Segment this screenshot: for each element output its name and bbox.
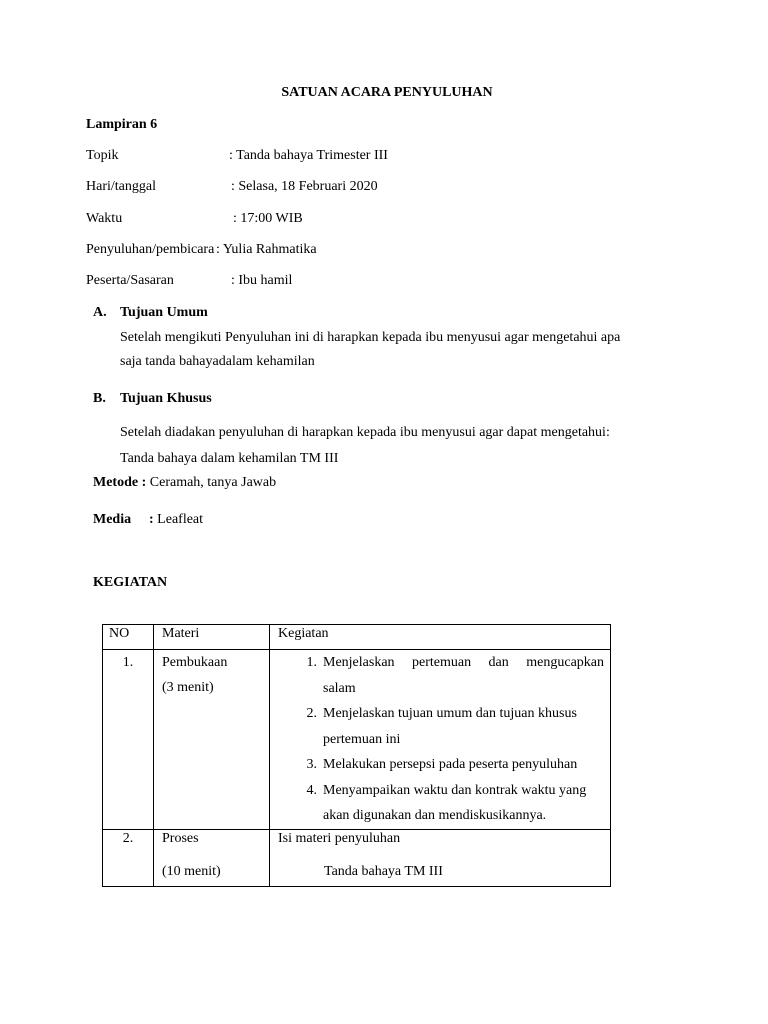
field-label-peserta: Peserta/Sasaran bbox=[86, 273, 174, 288]
list-item-text: Menyampaikan waktu dan kontrak waktu yang bbox=[323, 782, 587, 798]
list-item-text-cont: pertemuan ini bbox=[323, 731, 401, 747]
list-item bbox=[270, 650, 604, 701]
list-item-number: 4. bbox=[306, 782, 317, 798]
table-row bbox=[103, 829, 611, 886]
table-header-row bbox=[103, 625, 611, 650]
table-cell-no: 1. bbox=[103, 650, 154, 830]
field-value-peserta: : Ibu hamil bbox=[231, 273, 293, 288]
table-cell-kegiatan bbox=[270, 829, 611, 886]
table-cell-materi bbox=[154, 829, 270, 886]
materi-duration: (10 menit) bbox=[162, 863, 221, 879]
media-line bbox=[149, 511, 203, 529]
list-item-text-cont: akan digunakan dan mendiskusikannya. bbox=[323, 808, 547, 823]
section-b-marker: B. bbox=[93, 391, 106, 406]
activity-list bbox=[270, 650, 604, 829]
table-row bbox=[103, 650, 611, 830]
metode-label: Metode : bbox=[93, 475, 147, 490]
field-value-topik: : Tanda bahaya Trimester III bbox=[229, 148, 388, 163]
list-item bbox=[270, 752, 604, 778]
table-cell-no: 2. bbox=[103, 829, 154, 886]
table-cell-materi bbox=[154, 650, 270, 830]
list-item-text: Menjelaskan pertemuan dan mengucapkan bbox=[323, 655, 604, 670]
document-title: SATUAN ACARA PENYULUHAN bbox=[281, 85, 493, 100]
list-item bbox=[270, 778, 604, 829]
section-a-heading: Tujuan Umum bbox=[120, 305, 208, 320]
media-value: Leafleat bbox=[153, 512, 204, 527]
materi-title: Proses bbox=[162, 830, 199, 846]
field-label-waktu: Waktu bbox=[86, 211, 123, 226]
list-item bbox=[270, 701, 604, 752]
field-label-topik: Topik bbox=[86, 148, 119, 163]
list-item-text-cont: salam bbox=[323, 680, 356, 696]
field-value-waktu: : 17:00 WIB bbox=[233, 211, 303, 226]
list-item-number: 3. bbox=[306, 757, 317, 772]
section-b-text-line2: Tanda bahaya dalam kehamilan TM III bbox=[120, 451, 339, 466]
metode-value: Ceramah, tanya Jawab bbox=[146, 475, 277, 490]
field-value-hari-tanggal: : Selasa, 18 Februari 2020 bbox=[231, 179, 378, 194]
section-b-heading: Tujuan Khusus bbox=[120, 391, 212, 406]
list-item-number: 1. bbox=[306, 655, 317, 670]
materi-title: Pembukaan bbox=[162, 655, 228, 670]
media-label: Media bbox=[93, 512, 132, 527]
table-header-no: NO bbox=[103, 625, 154, 650]
table-header-materi: Materi bbox=[154, 625, 270, 650]
section-a-text-line2: saja tanda bahayadalam kehamilan bbox=[120, 354, 315, 369]
section-b-text-line1: Setelah diadakan penyuluhan di harapkan kepada ibu menyusui agar dapat mengetahui: bbox=[120, 425, 610, 440]
kegiatan-text: Isi materi penyuluhan bbox=[278, 830, 401, 846]
section-a-marker: A. bbox=[93, 305, 107, 320]
materi-duration: (3 menit) bbox=[162, 680, 214, 695]
kegiatan-table bbox=[102, 624, 611, 887]
media-colon: : bbox=[149, 512, 154, 527]
field-value-pembicara: : Yulia Rahmatika bbox=[216, 242, 317, 257]
field-label-pembicara: Penyuluhan/pembicara bbox=[86, 242, 215, 257]
kegiatan-heading: KEGIATAN bbox=[93, 575, 168, 590]
lampiran-label: Lampiran 6 bbox=[86, 117, 158, 132]
metode-line bbox=[93, 474, 276, 492]
section-a-text-line1: Setelah mengikuti Penyuluhan ini di harapkan kepada ibu menyusui agar mengetahui apa bbox=[120, 330, 621, 345]
kegiatan-detail: Tanda bahaya TM III bbox=[324, 863, 443, 879]
list-item-text: Melakukan persepsi pada peserta penyuluhan bbox=[323, 757, 578, 772]
table-cell-kegiatan bbox=[270, 650, 611, 830]
list-item-number: 2. bbox=[306, 706, 317, 721]
table-header-kegiatan: Kegiatan bbox=[270, 625, 611, 650]
list-item-text: Menjelaskan tujuan umum dan tujuan khusus bbox=[323, 706, 577, 721]
field-label-hari-tanggal: Hari/tanggal bbox=[86, 179, 156, 194]
